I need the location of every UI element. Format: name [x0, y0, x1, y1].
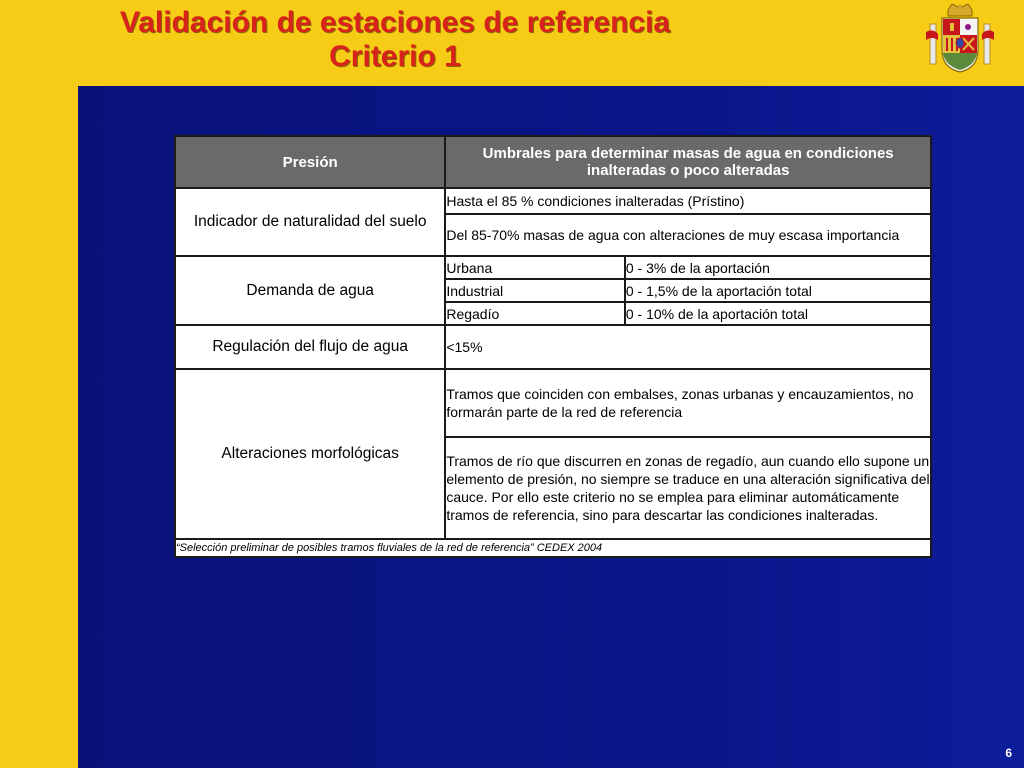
- table-row: [175, 369, 931, 437]
- table-source: “Selección preliminar de posibles tramos fluviales de la red de referencia” CEDEX 2004: [175, 539, 931, 557]
- coat-of-arms-icon: [924, 2, 996, 76]
- demand-threshold-industrial: 0 - 1,5% de la aportación total: [625, 279, 931, 302]
- demand-use-urban: Urbana: [445, 256, 625, 279]
- header-pressure: Presión: [175, 136, 445, 188]
- header-thresholds: Umbrales para determinar masas de agua en condiciones inalteradas o poco alteradas: [445, 136, 931, 188]
- slide-number: 6: [1005, 746, 1012, 760]
- demand-use-industrial: Industrial: [445, 279, 625, 302]
- soil-value-2: Del 85-70% masas de agua con alteraciones de muy escasa importancia: [445, 214, 931, 256]
- row-label-water-demand: Demanda de agua: [175, 256, 445, 325]
- row-label-soil: Indicador de naturalidad del suelo: [175, 188, 445, 256]
- morphology-value-2: Tramos de río que discurren en zonas de regadío, aun cuando ello supone un elemento de presión, no siempre se traduce en una alteración significativa del cauce. Por ello este criterio no se emplea para eliminar automáticamente tramos de referencia, sino para descartar las condiciones inalteradas.: [445, 437, 931, 539]
- table-source-row: [175, 539, 931, 557]
- table-row: [175, 188, 931, 214]
- flow-regulation-value: <15%: [445, 325, 931, 369]
- morphology-value-1: Tramos que coinciden con embalses, zonas urbanas y encauzamientos, no formarán parte de la red de referencia: [445, 369, 931, 437]
- demand-threshold-urban: 0 - 3% de la aportación: [625, 256, 931, 279]
- row-label-morphology: Alteraciones morfológicas: [175, 369, 445, 539]
- demand-use-irrigation: Regadío: [445, 302, 625, 325]
- slide-title: [0, 6, 780, 74]
- criteria-table: [174, 135, 932, 558]
- title-line-2: Criterio 1: [329, 40, 461, 73]
- row-label-flow-regulation: Regulación del flujo de agua: [175, 325, 445, 369]
- soil-value-1: Hasta el 85 % condiciones inalteradas (Prístino): [445, 188, 931, 214]
- table-header-row: [175, 136, 931, 188]
- table-row: [175, 256, 931, 279]
- table-row: [175, 325, 931, 369]
- title-line-1: Validación de estaciones de referencia: [119, 6, 671, 39]
- demand-threshold-irrigation: 0 - 10% de la aportación total: [625, 302, 931, 325]
